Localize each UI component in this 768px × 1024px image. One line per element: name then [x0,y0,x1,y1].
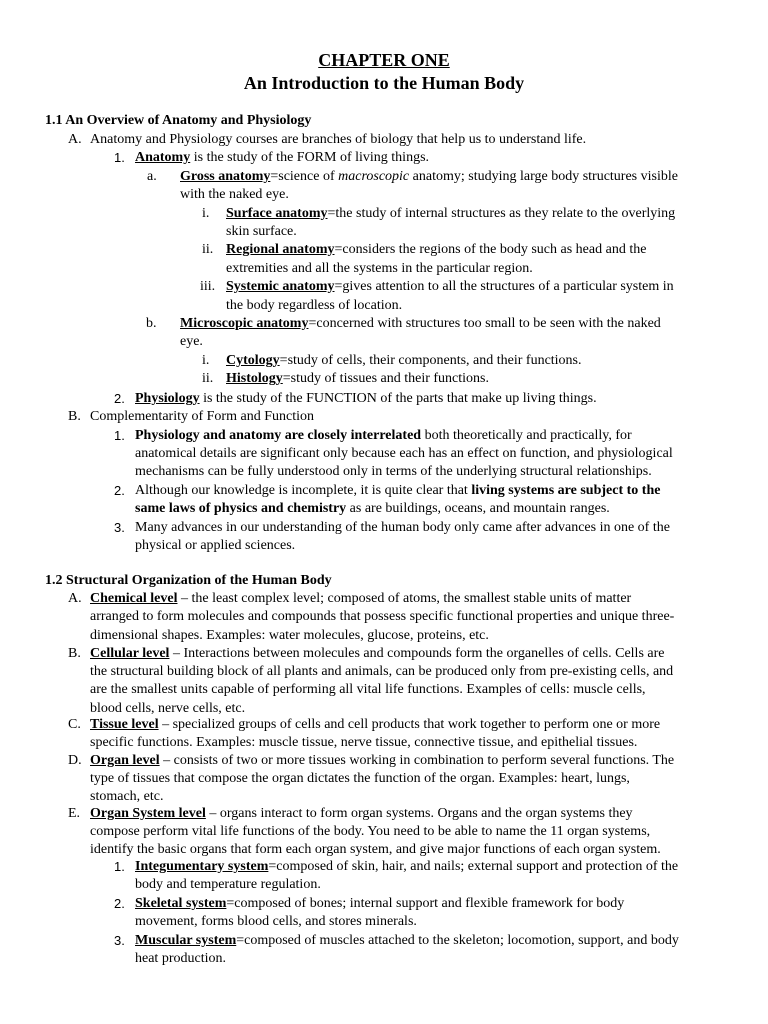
list-item-continuation: movement, forms blood cells, and stores minerals. [135,914,417,929]
list-marker: 3. [114,933,125,948]
term: Histology [226,371,283,386]
list-item-continuation: anatomical details are significant only because each has an effect on function, and physiological [135,446,673,461]
term: Muscular system [135,933,237,948]
definition: =the study of internal structures as they relate to the overlying [327,206,676,221]
list-marker: ii. [202,371,214,386]
section-heading-1-2: 1.2 Structural Organization of the Human Body [45,573,332,588]
list-item-cytology [226,352,582,371]
definition: =science of [270,169,339,184]
list-marker: E. [68,806,81,821]
term: Surface anatomy [226,206,328,221]
list-item-muscular [135,932,679,951]
chapter-subtitle: An Introduction to the Human Body [243,72,525,93]
list-marker: 1. [114,428,125,443]
list-item-continuation: body and temperature regulation. [135,877,321,892]
definition: anatomy; studying large body structures visible [409,169,678,184]
list-item-continuation: are the smallest units capable of performing all vital life functions. Examples of cells: muscle cells, [90,682,646,697]
list-marker: 2. [114,896,125,911]
list-item-anatomy [135,149,429,168]
list-marker: 1. [114,859,125,874]
list-marker: A. [68,591,82,606]
list-item-continuation: stomach, etc. [90,789,164,804]
term: Organ System level [90,806,206,821]
list-item-tissue-level [90,716,660,735]
list-item-gross-anatomy [180,168,678,187]
bold-text: same laws of physics and chemistry [135,501,347,516]
list-item-laws [135,482,660,501]
list-item-continuation: compose perform vital life functions of the body. You need to be able to name the 11 organ systems, [90,824,651,839]
list-marker: 2. [114,391,125,406]
list-item-text: Complementarity of Form and Function [90,409,314,424]
list-item-continuation: the body regardless of location. [226,298,403,313]
body-text: as are buildings, oceans, and mountain ranges. [346,501,610,516]
list-marker: i. [202,353,210,368]
list-item-advances: Many advances in our understanding of the human body only came after advances in one of the [135,520,670,535]
list-item-continuation [135,500,610,519]
term: Microscopic anatomy [180,316,309,331]
definition: – organs interact to form organ systems. Organs and the organ systems they [205,806,633,821]
list-item-continuation: the structural building block of all plants and animals, can be produced only from pre-existing cells, and [90,664,674,679]
definition: – specialized groups of cells and cell products that work together to perform one or more [158,717,661,732]
list-item-microscopic-anatomy [180,315,661,334]
list-item-continuation: arranged to form molecules and compounds that possess specific functional properties and unique three- [90,609,675,624]
list-marker: 1. [114,150,125,165]
list-item-cellular-level [90,645,664,664]
list-item-text: Anatomy and Physiology courses are branches of biology that help us to understand life. [90,132,587,147]
list-item-continuation: specific functions. Examples: muscle tissue, nerve tissue, connective tissue, and epithelial tissues. [90,735,638,750]
term: Gross anatomy [180,169,271,184]
definition: =composed of skin, hair, and nails; external support and protection of the [268,859,679,874]
definition: =concerned with structures too small to be seen with the naked [308,316,661,331]
list-item-continuation: skin surface. [226,224,297,239]
list-item-continuation: extremities and all the systems in the particular region. [226,261,533,276]
list-item-continuation: dimensional shapes. Examples: water molecules, glucose, proteins, etc. [90,628,489,643]
term: Integumentary system [135,859,269,874]
bold-text: living systems are subject to the [471,483,661,498]
list-item-continuation: blood cells, nerve cells, etc. [90,701,246,716]
list-marker: B. [68,409,81,424]
term: Tissue level [90,717,159,732]
term: Anatomy [135,150,191,165]
list-marker: D. [68,753,82,768]
term: Organ level [90,753,160,768]
definition: =study of tissues and their functions. [282,371,489,386]
definition: =considers the regions of the body such as head and the [334,242,647,257]
term: Regional anatomy [226,242,335,257]
list-item-continuation: identify the basic organs that form each organ system, and give major functions of each organ system. [90,842,661,857]
list-marker: i. [202,206,210,221]
list-item-histology [226,370,489,389]
list-item-interrelated [135,427,632,446]
list-item-continuation: with the naked eye. [180,187,289,202]
term: Cellular level [90,646,170,661]
list-item-continuation: mechanisms can be fully understood only in terms of the underlying structural relationships. [135,464,652,479]
list-item-continuation: eye. [180,334,203,349]
list-item-regional-anatomy [226,241,646,260]
list-item-organ-level [90,752,674,771]
list-item-integumentary [135,858,678,877]
list-item-chemical-level [90,590,631,609]
list-marker: C. [68,717,81,732]
list-marker: a. [147,169,157,184]
list-item-skeletal [135,895,624,914]
definition: =study of cells, their components, and their functions. [279,353,582,368]
list-item-continuation: physical or applied sciences. [135,538,296,553]
list-marker: B. [68,646,81,661]
body-text: both theoretically and practically, for [421,428,632,443]
list-marker: iii. [200,279,216,294]
term: Chemical level [90,591,178,606]
list-marker: A. [68,132,82,147]
italic-text: macroscopic [338,169,410,184]
list-item-organ-system-level [90,805,633,824]
term: Skeletal system [135,896,227,911]
list-item-physiology [135,390,597,409]
bold-text: Physiology and anatomy are closely interrelated [135,428,422,443]
list-item-continuation: heat production. [135,951,226,966]
definition: – Interactions between molecules and compounds form the organelles of cells. Cells are [169,646,665,661]
list-marker: 3. [114,520,125,535]
definition: – the least complex level; composed of atoms, the smallest stable units of matter [177,591,632,606]
definition: is the study of the FUNCTION of the parts that make up living things. [199,391,597,406]
definition: is the study of the FORM of living things. [190,150,430,165]
definition: – consists of two or more tissues working in combination to perform several functions. The [159,753,675,768]
list-item-surface-anatomy [226,205,675,224]
list-marker: ii. [202,242,214,257]
list-item-systemic-anatomy [226,278,674,297]
definition: =composed of muscles attached to the skeleton; locomotion, support, and body [236,933,679,948]
list-marker: b. [146,316,157,331]
definition: =gives attention to all the structures of a particular system in [334,279,674,294]
chapter-title: CHAPTER ONE [318,50,450,70]
list-marker: 2. [114,483,125,498]
list-item-continuation: type of tissues that compose the organ dictates the function of the organ. Examples: heart, lungs, [90,771,630,786]
term: Cytology [226,353,280,368]
title-block [0,49,768,94]
term: Systemic anatomy [226,279,335,294]
body-text: Although our knowledge is incomplete, it is quite clear that [135,483,472,498]
term: Physiology [135,391,200,406]
definition: =composed of bones; internal support and flexible framework for body [226,896,625,911]
section-heading-1-1: 1.1 An Overview of Anatomy and Physiology [45,113,312,128]
